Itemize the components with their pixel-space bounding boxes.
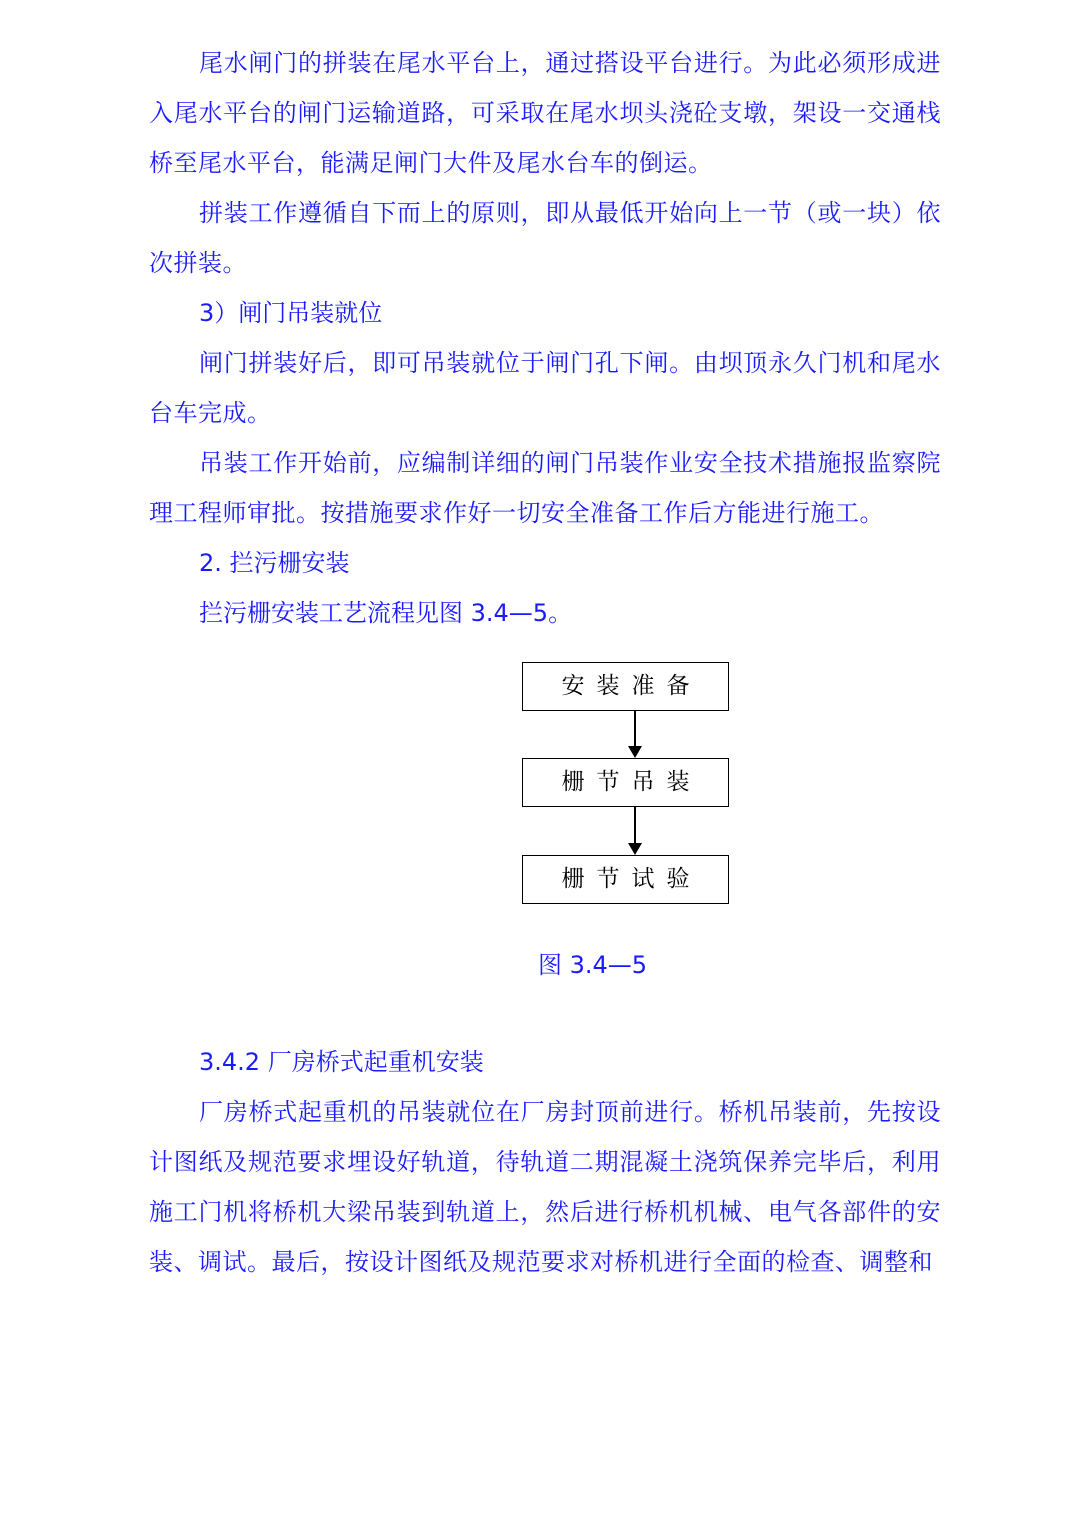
- paragraph-bridge-crane: 厂房桥式起重机的吊装就位在厂房封顶前进行。桥机吊装前，先按设计图纸及规范要求埋设好轨道，待轨道二期混凝土浇筑保养完毕后，利用施工门机将桥机大梁吊装到轨道上，然后进行桥机机械、电气各部件的安装、调试。最后，按设计图纸及规范要求对桥机进行全面的检查、调整和: [149, 1098, 941, 1276]
- heading-trash-rack-install: 2. 拦污栅安装: [199, 549, 350, 577]
- flow-arrow-down-icon: [628, 807, 642, 855]
- flow-arrow-down-icon: [628, 711, 642, 758]
- paragraph-safety-measures: 吊装工作开始前，应编制详细的闸门吊装作业安全技术措施报监察院理工程师审批。按措施要求作好一切安全准备工作后方能进行施工。: [149, 449, 941, 527]
- paragraph-flow-reference: 拦污栅安装工艺流程见图 3.4—5。: [199, 599, 573, 627]
- flow-step-prepare: 安装准备: [522, 662, 729, 711]
- paragraph-assembly-principle: 拼装工作遵循自下而上的原则，即从最低开始向上一节（或一块）依次拼装。: [149, 199, 941, 277]
- heading-bridge-crane-install: 3.4.2 厂房桥式起重机安装: [199, 1048, 484, 1076]
- paragraph-tailwater-gate-assembly: 尾水闸门的拼装在尾水平台上，通过搭设平台进行。为此必须形成进入尾水平台的闸门运输道路，可采取在尾水坝头浇砼支墩，架设一交通栈桥至尾水平台，能满足闸门大件及尾水台车的倒运。: [149, 49, 941, 177]
- figure-caption: 图 3.4—5: [538, 951, 648, 979]
- flow-step-hoist: 栅节吊装: [522, 758, 729, 807]
- paragraph-gate-hoisting: 闸门拼装好后，即可吊装就位于闸门孔下闸。由坝顶永久门机和尾水台车完成。: [149, 349, 941, 427]
- flow-step-test: 栅节试验: [522, 855, 729, 904]
- heading-gate-hoisting: 3）闸门吊装就位: [199, 299, 383, 327]
